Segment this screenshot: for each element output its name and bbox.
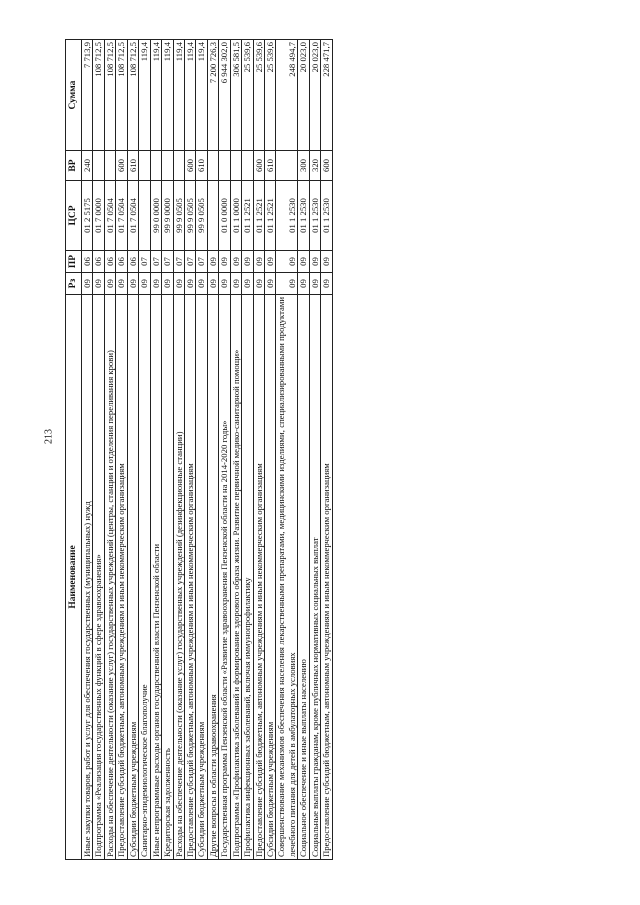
cell-rz: 09 [219,273,230,295]
cell-rz: 09 [184,273,195,295]
rotated-table-container [65,40,610,860]
cell-sum: 108 712,5 [127,40,138,151]
cell-sum: 228 471,7 [321,40,332,151]
header-name: Наименование [66,295,82,860]
cell-pr: 09 [265,251,276,273]
cell-vr: 610 [127,151,138,181]
cell-vr [139,151,150,181]
cell-name: Подпрограмма «Профилактика заболеваний и формирование здорового образа жизни. Развитие первичной медико-санитарной помощи» [230,295,241,860]
cell-rz: 09 [196,273,207,295]
table-row [265,40,276,860]
header-csr: ЦСР [66,181,82,251]
cell-rz: 09 [276,273,298,295]
cell-name: Расходы на обеспечение деятельности (оказание услуг) государственных учреждений (дезинфекционные станции) [173,295,184,860]
cell-sum: 7 713,9 [82,40,93,151]
cell-rz: 09 [150,273,161,295]
cell-pr: 09 [219,251,230,273]
cell-sum: 7 200 726,3 [207,40,218,151]
cell-pr: 07 [139,251,150,273]
cell-name: Субсидии бюджетным учреждениям [127,295,138,860]
cell-sum: 119,4 [196,40,207,151]
cell-sum: 119,4 [162,40,173,151]
table-row [242,40,253,860]
cell-sum: 25 539,6 [242,40,253,151]
cell-rz: 09 [242,273,253,295]
cell-rz: 09 [127,273,138,295]
table-row [82,40,93,860]
cell-csr: 01 7 0504 [127,181,138,251]
cell-name: Социальное обеспечение и иные выплаты населению [298,295,309,860]
cell-sum: 20 023,0 [309,40,320,151]
table-row [196,40,207,860]
cell-csr: 99 0 0000 [150,181,161,251]
cell-name: Санитарно-эпидемиологическое благополучие [139,295,150,860]
cell-name: Социальные выплаты гражданам, кроме публичных нормативных социальных выплат [309,295,320,860]
cell-rz: 09 [116,273,127,295]
cell-csr: 01 1 2530 [276,181,298,251]
cell-pr: 07 [150,251,161,273]
cell-pr: 09 [276,251,298,273]
table-row [230,40,241,860]
cell-pr: 07 [162,251,173,273]
cell-pr: 09 [207,251,218,273]
cell-pr: 09 [242,251,253,273]
table-header-row [66,40,82,860]
cell-vr: 240 [82,151,93,181]
cell-pr: 07 [184,251,195,273]
table-row [127,40,138,860]
cell-pr: 09 [298,251,309,273]
table-row [298,40,309,860]
cell-sum: 119,4 [150,40,161,151]
cell-csr: 99 9 0000 [162,181,173,251]
cell-name: Иные непрограммные расходы органов государственной власти Пензенской области [150,295,161,860]
cell-csr: 99 9 0505 [196,181,207,251]
cell-csr: 01 1 2530 [298,181,309,251]
header-rz: Рз [66,273,82,295]
cell-rz: 09 [104,273,115,295]
cell-pr: 06 [82,251,93,273]
cell-vr: 600 [321,151,332,181]
cell-vr: 300 [298,151,309,181]
cell-pr: 06 [104,251,115,273]
header-sum: Сумма [66,40,82,151]
cell-vr [242,151,253,181]
cell-pr: 09 [309,251,320,273]
cell-vr [104,151,115,181]
cell-vr: 600 [253,151,264,181]
cell-vr [173,151,184,181]
cell-rz: 09 [298,273,309,295]
cell-pr: 09 [321,251,332,273]
cell-sum: 108 712,5 [116,40,127,151]
cell-csr: 01 1 2530 [309,181,320,251]
table-row [173,40,184,860]
cell-name: Предоставление субсидий бюджетным, автономным учреждениям и иным некоммерческим организациям [184,295,195,860]
cell-csr [139,181,150,251]
cell-sum: 108 712,5 [104,40,115,151]
cell-vr [276,151,298,181]
cell-sum: 20 023,0 [298,40,309,151]
cell-csr: 01 7 0504 [116,181,127,251]
cell-csr: 01 7 0000 [93,181,104,251]
table-row [184,40,195,860]
cell-sum: 248 494,7 [276,40,298,151]
cell-name: Совершенствование механизмов обеспечения населения лекарственными препаратами, медицинскими изделиями, специализированными продуктами лечебного питания для детей в амбулаторных условиях [276,295,298,860]
cell-rz: 09 [253,273,264,295]
cell-vr [219,151,230,181]
cell-sum: 119,4 [139,40,150,151]
cell-sum: 119,4 [173,40,184,151]
cell-csr: 99 9 0505 [184,181,195,251]
cell-name: Предоставление субсидий бюджетным, автономным учреждениям и иным некоммерческим организациям [321,295,332,860]
table-row [309,40,320,860]
cell-csr: 01 0 0000 [219,181,230,251]
cell-rz: 09 [139,273,150,295]
cell-csr: 01 1 0000 [230,181,241,251]
cell-csr: 01 2 5175 [82,181,93,251]
table-row [150,40,161,860]
cell-pr: 09 [230,251,241,273]
cell-sum: 108 712,5 [93,40,104,151]
cell-name: Предоставление субсидий бюджетным, автономным учреждениям и иным некоммерческим организациям [116,295,127,860]
cell-rz: 09 [309,273,320,295]
cell-name: Иные закупки товаров, работ и услуг для обеспечения государственных (муниципальных) нужд [82,295,93,860]
cell-name: Расходы на обеспечение деятельности (оказание услуг) государственных учреждений (центры, станции и отделения переливания крови) [104,295,115,860]
cell-rz: 09 [321,273,332,295]
cell-rz: 09 [207,273,218,295]
cell-sum: 25 539,6 [265,40,276,151]
cell-sum: 25 539,6 [253,40,264,151]
cell-vr: 320 [309,151,320,181]
cell-pr: 06 [116,251,127,273]
table-row [116,40,127,860]
cell-rz: 09 [265,273,276,295]
cell-vr [162,151,173,181]
table-row [162,40,173,860]
cell-name: Предоставление субсидий бюджетным, автономным учреждениям и иным некоммерческим организациям [253,295,264,860]
table-row [139,40,150,860]
cell-rz: 09 [230,273,241,295]
cell-pr: 07 [196,251,207,273]
cell-pr: 06 [127,251,138,273]
cell-pr: 09 [253,251,264,273]
cell-pr: 06 [93,251,104,273]
table-row [276,40,298,860]
cell-vr: 610 [265,151,276,181]
cell-vr: 600 [184,151,195,181]
table-row [93,40,104,860]
table-row [253,40,264,860]
table-row [207,40,218,860]
cell-sum: 306 581,5 [230,40,241,151]
cell-vr: 600 [116,151,127,181]
cell-name: Кредиторская задолженность [162,295,173,860]
cell-csr: 01 1 2521 [265,181,276,251]
cell-csr: 01 1 2521 [253,181,264,251]
budget-table [65,39,333,860]
table-row [219,40,230,860]
cell-vr: 610 [196,151,207,181]
cell-csr [207,181,218,251]
cell-pr: 07 [173,251,184,273]
cell-csr: 01 1 2530 [321,181,332,251]
cell-rz: 09 [162,273,173,295]
cell-name: Государственная программа Пензенской области «Развитие здравоохранения Пензенской области на 2014-2020 годы» [219,295,230,860]
cell-name: Субсидии бюджетным учреждениям [265,295,276,860]
cell-sum: 119,4 [184,40,195,151]
header-pr: ПР [66,251,82,273]
cell-name: Подпрограмма «Реализация государственных функций в сфере здравоохранения» [93,295,104,860]
table-row [104,40,115,860]
cell-name: Профилактика инфекционных заболеваний, включая иммунопрофилактику [242,295,253,860]
cell-vr [230,151,241,181]
header-vr: ВР [66,151,82,181]
cell-csr: 99 9 0505 [173,181,184,251]
cell-rz: 09 [173,273,184,295]
cell-vr [93,151,104,181]
cell-name: Субсидии бюджетным учреждениям [196,295,207,860]
cell-name: Другие вопросы в области здравоохранения [207,295,218,860]
cell-csr: 01 7 0504 [104,181,115,251]
cell-sum: 6 944 302,0 [219,40,230,151]
table-row [321,40,332,860]
cell-vr [150,151,161,181]
cell-vr [207,151,218,181]
cell-rz: 09 [82,273,93,295]
cell-rz: 09 [93,273,104,295]
cell-csr: 01 1 2521 [242,181,253,251]
page-number: 213 [43,429,55,444]
